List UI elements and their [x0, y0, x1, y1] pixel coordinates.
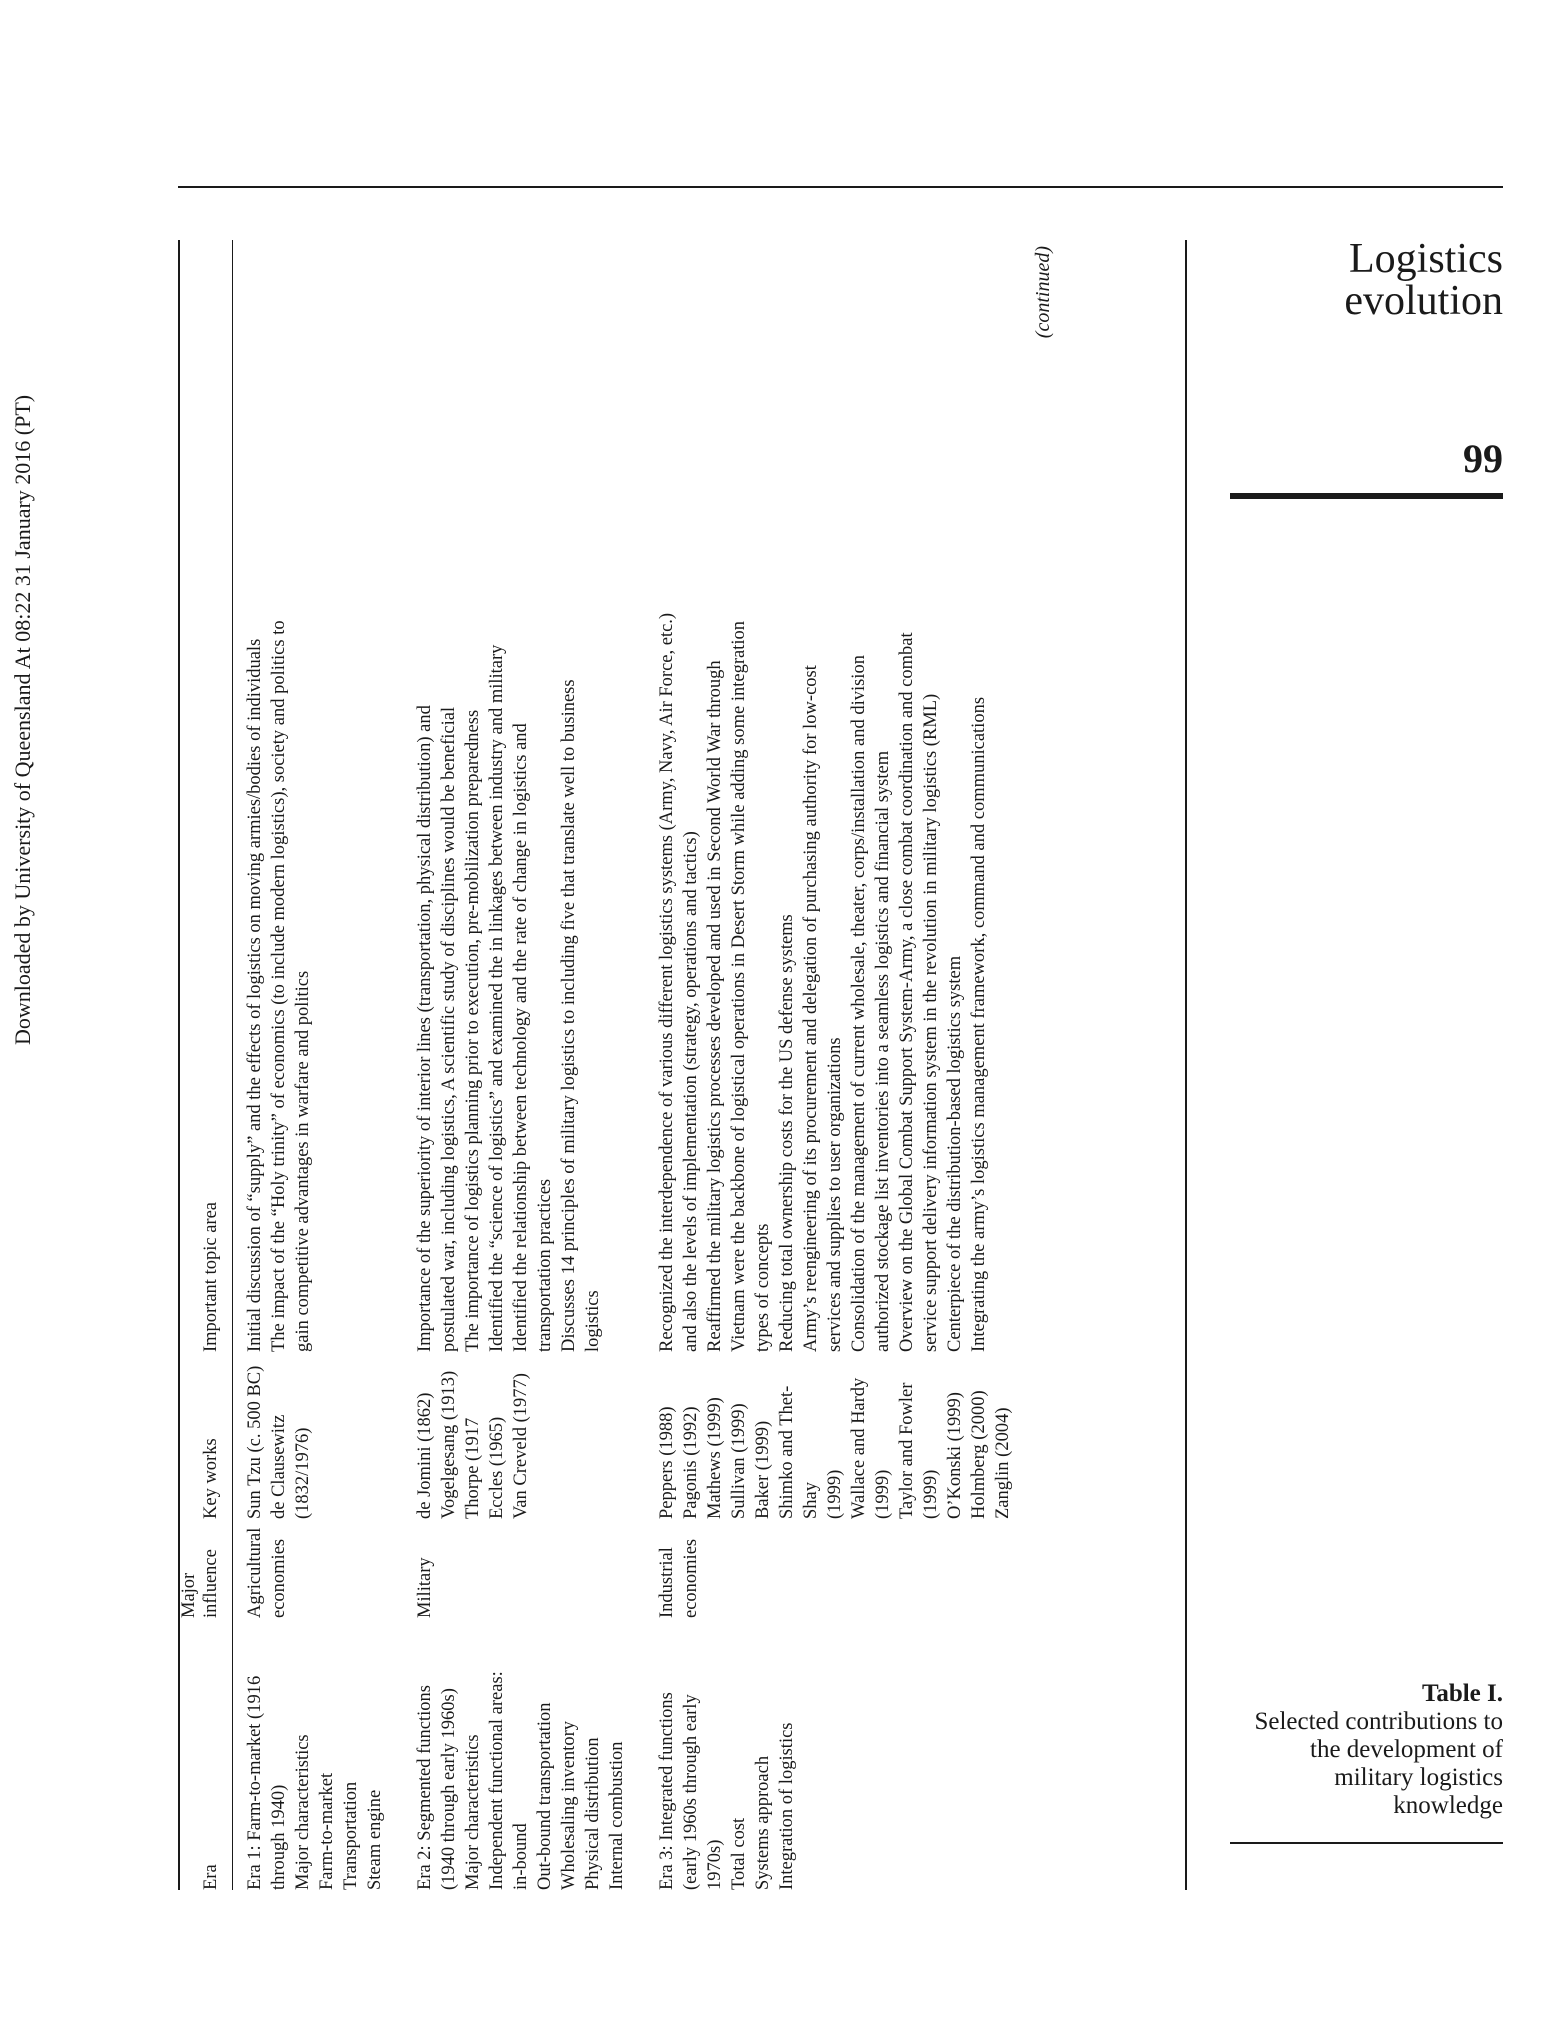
- key-works-line: O’Konski (1999): [945, 1392, 965, 1519]
- table-row: [403, 240, 645, 1890]
- era-cell: [233, 1618, 404, 1890]
- topic-cell: [403, 240, 645, 1352]
- topic-line: Recognized the interdependence of various different logistics systems (Army, Navy, Air Force, etc.): [657, 612, 677, 1352]
- key-works-line: de Clausewitz: [269, 1414, 289, 1519]
- continued-label: (continued): [1032, 246, 1054, 339]
- table-row: [645, 240, 1031, 1890]
- major-influence-cell: [233, 1519, 404, 1618]
- era-line: Wholesaling inventory: [559, 1720, 579, 1890]
- major-influence-line: Military: [415, 1557, 435, 1618]
- era-line: Transportation: [341, 1781, 361, 1890]
- topic-cell: [233, 240, 404, 1352]
- era-line: Physical distribution: [583, 1737, 603, 1890]
- era-line: Steam engine: [365, 1789, 385, 1890]
- era-line: Era 1: Farm-to-market (1916: [245, 1675, 265, 1890]
- era-line: (1940 through early 1960s): [439, 1688, 459, 1890]
- topic-line: Discusses 14 principles of military logistics to including five that translate well to business: [559, 679, 579, 1352]
- key-works-line: Eccles (1965): [487, 1416, 507, 1519]
- topic-line: postulated war, including logistics, A scientific study of disciplines would be beneficial: [439, 706, 459, 1352]
- topic-line: logistics: [583, 1290, 603, 1352]
- topic-line: Centerpiece of the distribution-based logistics system: [945, 955, 965, 1352]
- topic-line: services and supplies to user organizations: [825, 1037, 845, 1352]
- era-line: Internal combustion: [607, 1741, 627, 1890]
- topic-line: Importance of the superiority of interior lines (transportation, physical distribution) and: [415, 705, 435, 1352]
- key-works-line: Vogelgesang (1913): [439, 1370, 459, 1519]
- continued-row: [1031, 240, 1055, 1890]
- topic-line: and also the levels of implementation (strategy, operations and tactics): [681, 831, 701, 1352]
- header-major-line1: Major: [179, 1572, 199, 1618]
- key-works-line: (1832/1976): [293, 1427, 313, 1519]
- topic-line: types of concepts: [753, 1223, 773, 1352]
- key-works-line: Holmberg (2000): [969, 1390, 989, 1519]
- era-cell: [403, 1618, 645, 1890]
- major-influence-line: economies: [269, 1538, 289, 1618]
- running-head-title-line1: Logistics: [1349, 236, 1503, 282]
- topic-line: transportation practices: [535, 1178, 555, 1352]
- table-right-rule: [1185, 240, 1187, 1890]
- caption-title: Table I.: [1421, 1680, 1503, 1707]
- era-line: Systems approach: [753, 1755, 773, 1890]
- key-works-cell: [403, 1352, 645, 1519]
- major-influence-line: Agricultural: [245, 1527, 265, 1618]
- running-head-title-line2: evolution: [1344, 278, 1503, 324]
- table-row: [233, 240, 404, 1890]
- running-head: [1344, 238, 1503, 322]
- major-influence-cell: [645, 1519, 1031, 1618]
- key-works-line: Van Creveld (1977): [511, 1373, 531, 1519]
- key-works-line: Zanglin (2004): [993, 1407, 1013, 1519]
- major-influence-line: economies: [681, 1538, 701, 1618]
- key-works-line: Wallace and Hardy: [849, 1377, 869, 1519]
- topic-line: gain competitive advantages in warfare and politics: [293, 970, 313, 1352]
- topic-line: Army’s reengineering of its procurement and delegation of purchasing authority for low-cost: [801, 665, 821, 1352]
- topic-line: Initial discussion of “supply” and the effects of logistics on moving armies/bodies of individuals: [245, 638, 265, 1352]
- page-number: 99: [1463, 436, 1503, 481]
- major-influence-line: Industrial: [657, 1547, 677, 1618]
- era-line: Integration of logistics: [777, 1722, 797, 1890]
- key-works-line: (1999): [873, 1469, 893, 1519]
- key-works-line: Peppers (1988): [657, 1406, 677, 1519]
- key-works-line: (1999): [825, 1469, 845, 1519]
- era-line: Major characteristics: [463, 1734, 483, 1890]
- key-works-line: Pagonis (1992): [681, 1406, 701, 1519]
- era-line: through 1940): [269, 1784, 289, 1890]
- table-header-row: [178, 240, 233, 1890]
- era-line: Out-bound transportation: [535, 1702, 555, 1890]
- header-key-works: Key works: [178, 1352, 233, 1519]
- key-works-line: Sullivan (1999): [729, 1403, 749, 1519]
- topic-line: The importance of logistics planning prior to execution, pre-mobilization preparedness: [463, 709, 483, 1352]
- logistics-table: [178, 240, 1055, 1890]
- caption-line: Selected contributions to: [1254, 1708, 1503, 1735]
- topic-line: Consolidation of the management of current wholesale, theater, corps/installation and division: [849, 655, 869, 1352]
- key-works-line: Baker (1999): [753, 1420, 773, 1519]
- key-works-line: Thorpe (1917: [463, 1417, 483, 1519]
- era-line: Total cost: [729, 1817, 749, 1890]
- key-works-cell: [645, 1352, 1031, 1519]
- key-works-line: Mathews (1999): [705, 1397, 725, 1519]
- topic-line: Vietnam were the backbone of logistical operations in Desert Storm while adding some integration: [729, 621, 749, 1352]
- key-works-line: (1999): [921, 1469, 941, 1519]
- era-line: Era 2: Segmented functions: [415, 1685, 435, 1890]
- topic-line: The impact of the “Holy trinity” of economics (to include modern logistics), society and politics to: [269, 620, 289, 1352]
- major-influence-cell: [403, 1519, 645, 1618]
- caption-line: knowledge: [1393, 1792, 1503, 1819]
- page-number-rule: [1230, 493, 1503, 499]
- era-line: Farm-to-market: [317, 1772, 337, 1890]
- era-cell: [645, 1618, 1031, 1890]
- header-era: Era: [178, 1618, 233, 1890]
- era-line: Era 3: Integrated functions: [657, 1692, 677, 1890]
- topic-line: Overview on the Global Combat Support System-Army, a close combat coordination and combat: [897, 632, 917, 1352]
- key-works-line: Shimko and Thet-Shay: [777, 1385, 821, 1519]
- header-major-line2: influence: [201, 1549, 221, 1618]
- topic-line: service support delivery information system in the revolution in military logistics (RML): [921, 693, 941, 1352]
- caption-rule: [1230, 1842, 1503, 1844]
- download-notice: Downloaded by University of Queensland At 08:22 31 January 2016 (PT): [10, 394, 35, 1046]
- era-line: in-bound: [511, 1823, 531, 1890]
- topic-line: Identified the relationship between technology and the rate of change in logistics and: [511, 723, 531, 1352]
- era-line: Major characteristics: [293, 1734, 313, 1890]
- topic-line: Identified the “science of logistics” and examined the in linkages between industry and military: [487, 644, 507, 1352]
- key-works-cell: [233, 1352, 404, 1519]
- era-line: 1970s): [705, 1839, 725, 1890]
- era-line: (early 1960s through early: [681, 1694, 701, 1890]
- rotated-table-container: [178, 240, 1185, 1890]
- topic-line: Reaffirmed the military logistics processes developed and used in Second World War through: [705, 660, 725, 1352]
- key-works-line: Sun Tzu (c. 500 BC): [245, 1365, 265, 1519]
- topic-line: Integrating the army’s logistics management framework, command and communications: [969, 696, 989, 1352]
- key-works-line: Taylor and Fowler: [897, 1382, 917, 1519]
- header-topic: Important topic area: [178, 240, 233, 1352]
- caption-line: the development of: [1310, 1736, 1503, 1763]
- caption-line: military logistics: [1334, 1764, 1503, 1791]
- topic-cell: [645, 240, 1031, 1352]
- topic-line: authorized stockage list inventories into a seamless logistics and financial system: [873, 750, 893, 1352]
- table-caption: [1223, 1680, 1503, 1820]
- table-body: [233, 240, 1032, 1890]
- topic-line: Reducing total ownership costs for the US defense systems: [777, 914, 797, 1352]
- header-major-influence: [178, 1519, 233, 1618]
- key-works-line: de Jomini (1862): [415, 1392, 435, 1519]
- era-line: Independent functional areas:: [487, 1671, 507, 1890]
- top-rule: [178, 186, 1503, 188]
